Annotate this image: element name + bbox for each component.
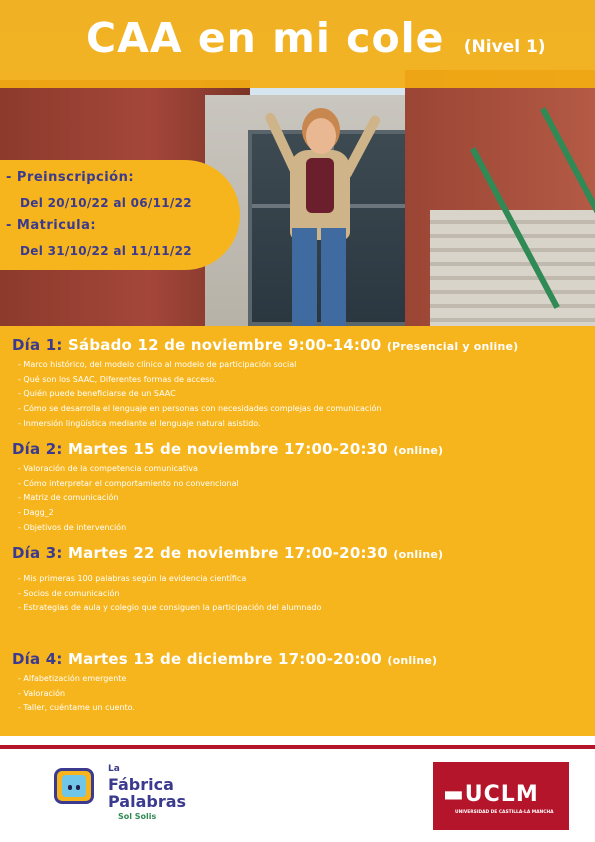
day-mode: (online) [393, 444, 444, 457]
day-when: Sábado 12 de noviembre 9:00-14:00 [62, 336, 387, 354]
day-2 [12, 440, 592, 536]
mascot-eye [68, 785, 72, 790]
topic-list [18, 358, 592, 432]
topic-list [18, 572, 592, 616]
day-label: Día 3: [12, 544, 63, 562]
day-3 [12, 544, 592, 616]
day-mode: (online) [387, 654, 438, 667]
person-head [306, 118, 336, 154]
topic-item: - Estrategias de aula y colegio que consiguen la participación del alumnado [18, 603, 322, 613]
day-heading [12, 650, 592, 668]
fabrica-palabras-logo [40, 762, 230, 832]
topic-list [18, 462, 592, 536]
day-mode: (online) [393, 548, 444, 561]
registration-box [0, 160, 240, 270]
topic-list [18, 672, 592, 716]
preinscription-heading: - Preinscripción: [6, 170, 135, 185]
topic-item: - Matriz de comunicación [18, 493, 119, 503]
title-main: CAA en mi cole [86, 14, 445, 62]
schedule [0, 326, 595, 736]
tv-screen [62, 775, 86, 797]
topic-item: - Alfabetización emergente [18, 674, 127, 683]
mascot-eye [76, 785, 80, 790]
day-label: Día 1: [12, 336, 63, 354]
day-when: Martes 13 de diciembre 17:00-20:00 [62, 650, 388, 668]
topic-item: - Cómo se desarrolla el lenguaje en personas con necesidades complejas de comunicación [18, 404, 382, 414]
logo-fabrica: Fábrica [108, 775, 174, 794]
uclm-logo [433, 762, 569, 830]
uclm-wordmark: ▬UCLM [443, 782, 539, 807]
topic-item: - Quién puede beneficiarse de un SAAC [18, 389, 176, 399]
topic-item: - Marco histórico, del modelo clínico al modelo de participación social [18, 360, 297, 369]
uclm-text: UCLM [464, 782, 539, 807]
day-mode: (Presencial y online) [386, 340, 519, 353]
topic-item: - Inmersión lingüística mediante el lenguaje natural asistido. [18, 418, 261, 428]
preinscription-dates: Del 20/10/22 al 06/11/22 [20, 196, 192, 210]
person-sweater [306, 158, 334, 213]
topic-item: - Taller, cuéntame un cuento. [18, 703, 135, 713]
day-heading [12, 544, 592, 562]
day-when: Martes 15 de noviembre 17:00-20:30 [62, 440, 394, 458]
enrollment-heading: - Matricula: [6, 218, 97, 233]
title-band [0, 0, 595, 88]
title-level: (Nivel 1) [463, 37, 546, 57]
enrollment-dates: Del 31/10/22 al 11/11/22 [20, 244, 192, 258]
topic-item: - Socios de comunicación [18, 588, 120, 598]
uclm-subtitle: UNIVERSIDAD DE CASTILLA-LA MANCHA [455, 810, 554, 815]
person-jeans [292, 228, 346, 326]
topic-item: - Cómo interpretar el comportamiento no convencional [18, 478, 239, 488]
day-label: Día 2: [12, 440, 63, 458]
logo-signature: Sol Solis [118, 812, 157, 821]
day-when: Martes 22 de noviembre 17:00-20:30 [62, 544, 394, 562]
day-4 [12, 650, 592, 716]
topic-item: - Dagg_2 [18, 508, 54, 518]
day-heading [12, 336, 592, 354]
day-heading [12, 440, 592, 458]
topic-item: - Qué son los SAAC, Diferentes formas de acceso. [18, 374, 217, 384]
logo-la: La [108, 764, 120, 774]
topic-item: - Valoración de la competencia comunicativa [18, 464, 198, 473]
topic-item: - Objetivos de intervención [18, 522, 127, 532]
day-1 [12, 336, 592, 432]
topic-item: - Valoración [18, 688, 66, 698]
topic-item: - Mis primeras 100 palabras según la evidencia científica [18, 574, 247, 583]
tv-mascot-icon [54, 768, 94, 804]
day-label: Día 4: [12, 650, 63, 668]
page-title [86, 14, 546, 62]
logo-palabras: Palabras [108, 792, 187, 811]
